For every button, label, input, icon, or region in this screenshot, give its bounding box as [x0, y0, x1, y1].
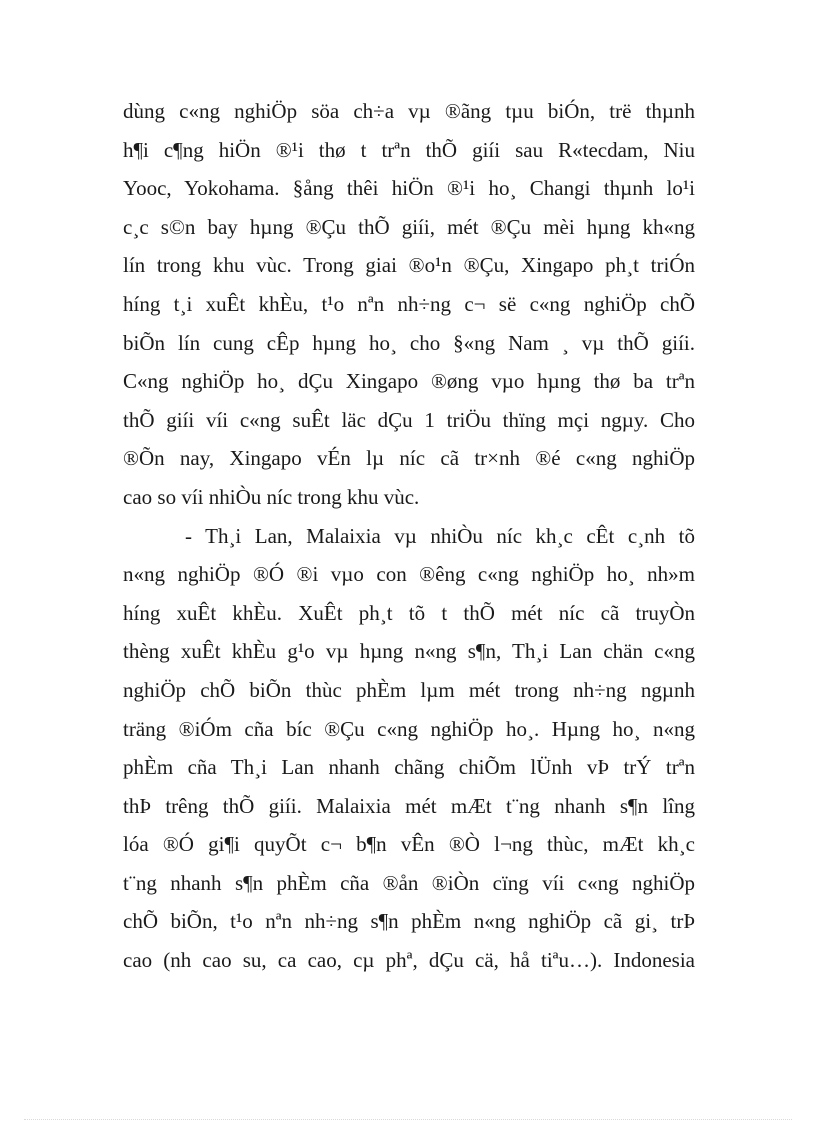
text-line: biÕn lín cung cÊp hµng ho¸ cho §«ng Nam ¸ vµ thÕ giíi. [123, 330, 695, 355]
page-bottom-divider [24, 1119, 792, 1120]
text-line: Yooc, Yokohama. §ång thêi hiÖn ®¹i ho¸ Changi thµnh lo¹i [123, 176, 695, 201]
text-line: phÈm cña Th¸i Lan nhanh chãng chiÕm lÜnh vÞ trÝ trªn [123, 755, 695, 780]
text-line: n«ng nghiÖp ®Ó ®i vµo con ®êng c«ng nghiÖp ho¸ nh»m [123, 562, 695, 587]
text-line: t¨ng nhanh s¶n phÈm cña ®ån ®iÒn cïng víi c«ng nghiÖp [123, 870, 695, 895]
body-text [123, 92, 695, 980]
text-line: C«ng nghiÖp ho¸ dÇu Xingapo ®øng vµo hµng thø ba trªn [123, 369, 695, 394]
text-line: cao (nh cao su, ca cao, cµ phª, dÇu cä, hå tiªu…). Indonesia [123, 948, 695, 973]
paragraph-thailand-malaysia [123, 517, 695, 980]
text-line: chÕ biÕn, t¹o nªn nh÷ng s¶n phÈm n«ng nghiÖp cã gi¸ trÞ [123, 909, 695, 934]
text-line: träng ®iÓm cña bíc ®Çu c«ng nghiÖp ho¸. Hµng ho¸ n«ng [123, 716, 695, 741]
text-line: - Th¸i Lan, Malaixia vµ nhiÒu níc kh¸c cÊt c¸nh tõ [185, 523, 695, 548]
text-line: híng xuÊt khÈu. XuÊt ph¸t tõ t thÕ mét níc cã truyÒn [123, 600, 695, 625]
text-line: c¸c s©n bay hµng ®Çu thÕ giíi, mét ®Çu mèi hµng kh«ng [123, 214, 695, 239]
paragraph-xingapo [123, 92, 695, 517]
text-line: ®Õn nay, Xingapo vÉn lµ níc cã tr×nh ®é c«ng nghiÖp [123, 446, 695, 471]
text-line: dùng c«ng nghiÖp söa ch÷a vµ ®ãng tµu biÓn, trë thµnh [123, 99, 695, 123]
text-line: híng t¸i xuÊt khÈu, t¹o nªn nh÷ng c¬ së c«ng nghiÖp chÕ [123, 291, 695, 316]
text-line: thèng xuÊt khÈu g¹o vµ hµng n«ng s¶n, Th¸i Lan chän c«ng [123, 639, 695, 664]
text-line: lóa ®Ó gi¶i quyÕt c¬ b¶n vÊn ®Ò l¬ng thùc, mÆt kh¸c [123, 832, 695, 857]
text-line: lín trong khu vùc. Trong giai ®o¹n ®Çu, Xingapo ph¸t triÓn [123, 253, 695, 278]
text-line: h¶i c¶ng hiÖn ®¹i thø t trªn thÕ giíi sau R«tecdam, Niu [123, 137, 695, 162]
text-line: nghiÖp chÕ biÕn thùc phÈm lµm mét trong nh÷ng ngµnh [123, 677, 695, 702]
text-line: cao so víi nhiÒu níc trong khu vùc. [123, 484, 420, 509]
text-line: thÕ giíi víi c«ng suÊt läc dÇu 1 triÖu thïng mçi ngµy. Cho [123, 407, 695, 432]
text-line: thÞ trêng thÕ giíi. Malaixia mét mÆt t¨ng nhanh s¶n lîng [123, 793, 695, 818]
